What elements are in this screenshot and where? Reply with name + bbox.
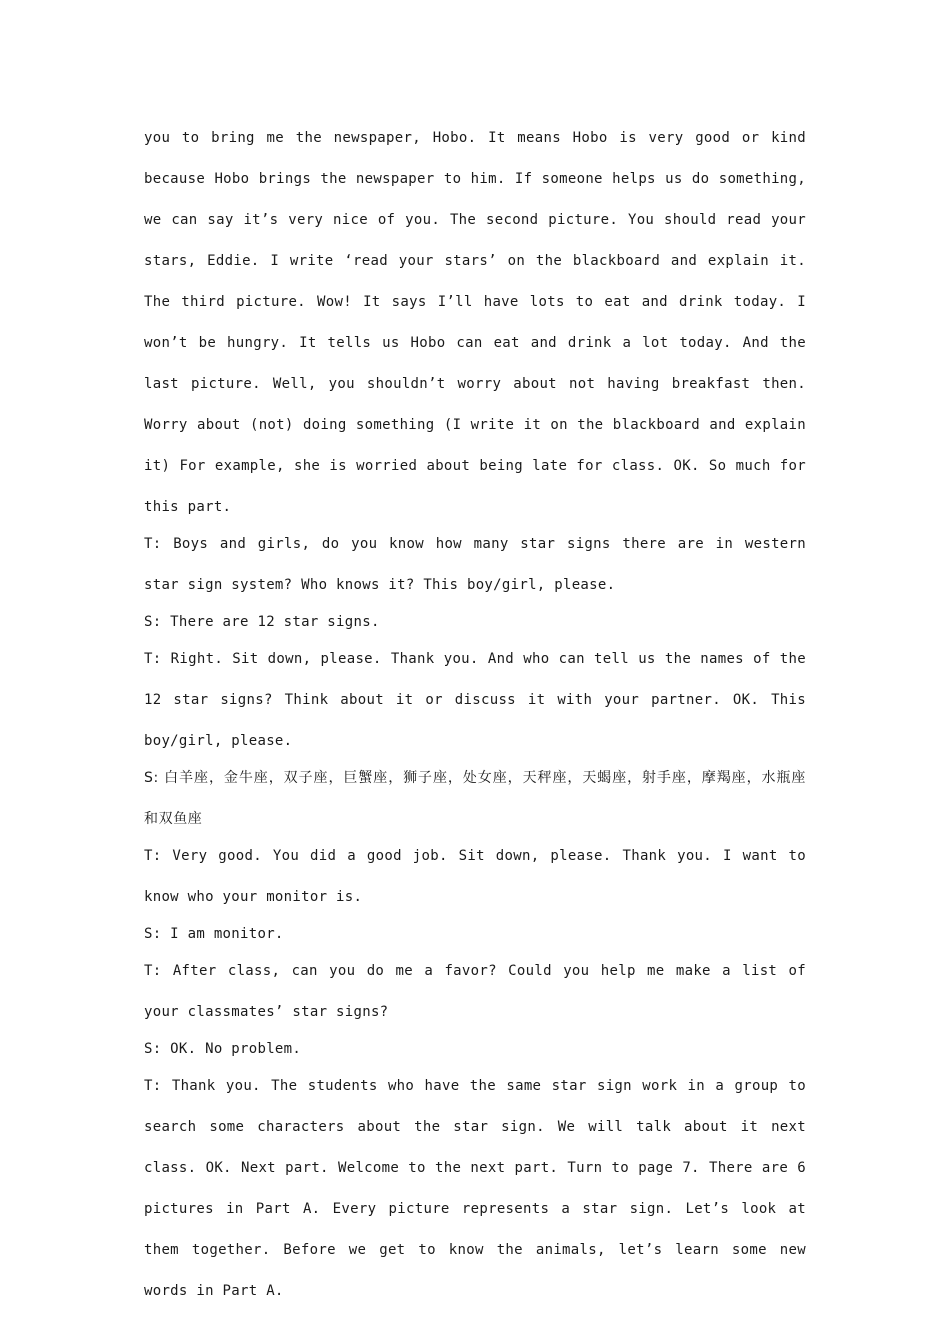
student-line: S: OK. No problem. — [144, 1041, 302, 1057]
student-line: S: 白羊座，金牛座，双子座，巨蟹座，狮子座，处女座，天秤座，天蝎座，射手座，摩羯座，水瓶座和双鱼座 — [144, 770, 806, 827]
teacher-line: T: Boys and girls, do you know how many star signs there are in western star sign system? Who knows it? This boy/girl, please. — [144, 536, 806, 593]
student-line: S: There are 12 star signs. — [144, 614, 380, 630]
lesson-transcript — [144, 118, 806, 1312]
teacher-line: T: Right. Sit down, please. Thank you. And who can tell us the names of the 12 star signs? Think about it or discuss it with your partner. OK. This boy/girl, please. — [144, 651, 806, 749]
narration-paragraph: you to bring me the newspaper, Hobo. It means Hobo is very good or kind because Hobo brings the newspaper to him. If someone helps us do something, we can say it’s very nice of you. The second picture. You should read your stars, Eddie. I write ‘read your stars’ on the blackboard and explain it. The third picture. Wow! It says I’ll have lots to eat and drink today. I won’t be hungry. It tells us Hobo can eat and drink a lot today. And the last picture. Well, you shouldn’t worry about not having breakfast then. Worry about (not) doing something (I write it on the blackboard and explain it) For example, she is worried about being late for class. OK. So much for this part. — [144, 130, 806, 515]
teacher-line: T: After class, can you do me a favor? Could you help me make a list of your classmates’ star signs? — [144, 963, 806, 1020]
teacher-line: T: Very good. You did a good job. Sit down, please. Thank you. I want to know who your monitor is. — [144, 848, 806, 905]
student-line: S: I am monitor. — [144, 926, 284, 942]
teacher-line: T: Thank you. The students who have the same star sign work in a group to search some characters about the star sign. We will talk about it next class. OK. Next part. Welcome to the next part. Turn to page 7. There are 6 pictures in Part A. Every picture represents a star sign. Let’s look at them together. Before we get to know the animals, let’s learn some new words in Part A. — [144, 1078, 806, 1299]
